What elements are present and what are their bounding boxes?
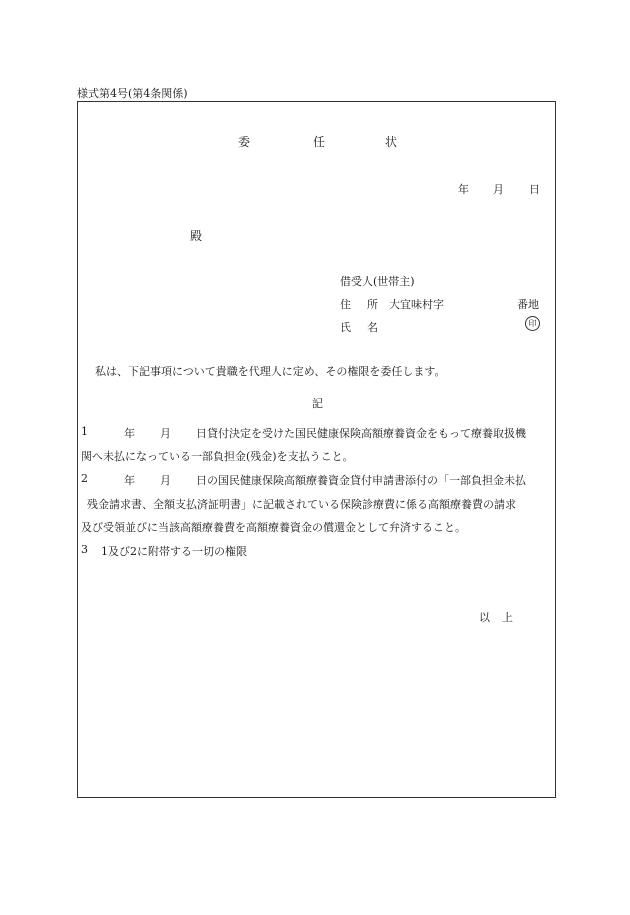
item-1-text-line-1: 日貸付決定を受けた国民健康保険高額療養資金をもって療養取扱機 <box>196 427 526 440</box>
borrower-label: 借受人(世帯主) <box>340 275 415 288</box>
item-2-number: 2 <box>81 472 88 485</box>
item-2-year-label: 年 <box>124 474 135 487</box>
address-label-char-1: 住 <box>340 298 351 311</box>
item-1-month-label: 月 <box>160 427 171 440</box>
date-day-label: 日 <box>529 183 540 196</box>
item-3-number: 3 <box>81 543 88 556</box>
item-1-number: 1 <box>81 425 88 438</box>
address-label-char-2: 所 <box>367 298 378 311</box>
item-1-text-line-2: 関へ未払になっている一部負担金(残金)を支払うこと。 <box>81 450 354 463</box>
date-month-label: 月 <box>493 183 504 196</box>
title-char-1: 委 <box>238 135 251 149</box>
item-2-text-line-2: 残金請求書、全額支払済証明書」に記載されている保険診療費に係る高額療養費の請求 <box>87 498 516 511</box>
addressee-honorific: 殿 <box>190 229 203 243</box>
item-3-text: 1及び2に附帯する一切の権限 <box>101 545 247 558</box>
item-2-text-line-3: 及び受領並びに当該高額療養費を高額療養資金の償還金として弁済すること。 <box>81 521 466 534</box>
name-label-char-2: 名 <box>367 321 378 334</box>
address-banchi: 番地 <box>517 298 539 311</box>
item-2-text-line-1: 日の国民健康保険高額療養資金貸付申請書添付の「一部負担金未払 <box>196 474 526 487</box>
address-village: 大宜味村字 <box>389 298 444 311</box>
name-label-char-1: 氏 <box>340 321 351 334</box>
form-number: 様式第4号(第4条関係) <box>77 87 188 100</box>
delegation-statement: 私は、下記事項について貴職を代理人に定め、その権限を委任します。 <box>95 365 446 378</box>
date-year-label: 年 <box>458 183 469 196</box>
item-2-month-label: 月 <box>160 474 171 487</box>
ki-heading: 記 <box>312 397 323 410</box>
title-char-2: 任 <box>313 135 326 149</box>
seal-icon: 印 <box>525 316 540 331</box>
title-char-3: 状 <box>385 135 398 149</box>
item-1-year-label: 年 <box>124 427 135 440</box>
closing-ijou: 以上 <box>479 611 525 624</box>
